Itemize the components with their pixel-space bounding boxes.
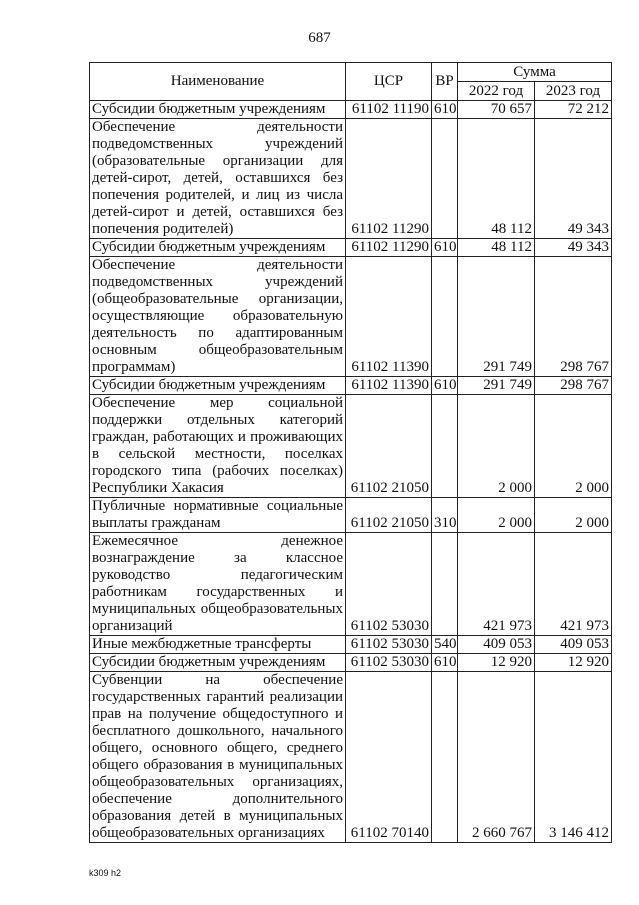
table-row: [90, 119, 612, 239]
row-sum-2022: 421 973: [458, 533, 535, 636]
footer-code: k309 h2: [89, 868, 122, 878]
row-name: Субсидии бюджетным учреждениям: [90, 654, 346, 672]
row-sum-2022: 291 749: [458, 257, 535, 377]
row-vr: 540: [432, 636, 458, 654]
row-vr: 610: [432, 654, 458, 672]
row-sum-2023: 2 000: [535, 498, 612, 533]
row-sum-2023: 12 920: [535, 654, 612, 672]
header-year-2023: 2023 год: [535, 82, 612, 101]
row-vr: 610: [432, 377, 458, 395]
table-row: [90, 533, 612, 636]
row-csr: 61102 53030: [346, 636, 432, 654]
row-vr: [432, 672, 458, 843]
header-year-2022: 2022 год: [458, 82, 535, 101]
table-row: [90, 257, 612, 377]
row-sum-2023: 298 767: [535, 257, 612, 377]
row-sum-2022: 291 749: [458, 377, 535, 395]
table-row: [90, 395, 612, 498]
row-csr: 61102 11290: [346, 239, 432, 257]
row-csr: 61102 11390: [346, 257, 432, 377]
table-header: [90, 63, 612, 101]
row-csr: 61102 53030: [346, 654, 432, 672]
row-name: Обеспечение мер социальной поддержки отдельных категорий граждан, работающих и проживающих в сельской местности, поселках городского типа (рабочих поселках) Республики Хакасия: [90, 395, 346, 498]
row-vr: 310: [432, 498, 458, 533]
row-name: Субсидии бюджетным учреждениям: [90, 239, 346, 257]
row-sum-2023: 421 973: [535, 533, 612, 636]
row-vr: [432, 257, 458, 377]
row-vr: 610: [432, 101, 458, 119]
row-sum-2023: 409 053: [535, 636, 612, 654]
row-sum-2023: 72 212: [535, 101, 612, 119]
row-csr: 61102 11390: [346, 377, 432, 395]
page-number: 687: [308, 30, 331, 46]
table-row: [90, 636, 612, 654]
header-sum: Сумма: [458, 63, 612, 82]
budget-table: [89, 62, 612, 843]
row-name: Субсидии бюджетным учреждениям: [90, 377, 346, 395]
row-sum-2023: 2 000: [535, 395, 612, 498]
row-sum-2022: 48 112: [458, 119, 535, 239]
row-sum-2022: 2 000: [458, 498, 535, 533]
header-name: Наименование: [90, 63, 346, 101]
table-row: [90, 672, 612, 843]
row-csr: 61102 53030: [346, 533, 432, 636]
table-row: [90, 498, 612, 533]
row-sum-2022: 2 000: [458, 395, 535, 498]
row-sum-2022: 70 657: [458, 101, 535, 119]
row-name: Иные межбюджетные трансферты: [90, 636, 346, 654]
row-sum-2023: 49 343: [535, 239, 612, 257]
row-name: Публичные нормативные социальные выплаты гражданам: [90, 498, 346, 533]
row-sum-2022: 409 053: [458, 636, 535, 654]
header-vr: ВР: [432, 63, 458, 101]
row-sum-2022: 2 660 767: [458, 672, 535, 843]
row-name: Обеспечение деятельности подведомственных учреждений (образовательные организации для детей-сирот, детей, оставшихся без попечения родителей, и лиц из числа детей-сирот и детей, оставшихся без попечения родителей): [90, 119, 346, 239]
row-csr: 61102 11190: [346, 101, 432, 119]
row-name: Субвенции на обеспечение государственных гарантий реализации прав на получение общедоступного и бесплатного дошкольного, начального общего, основного общего, среднего общего образования в муниципальных общеобразовательных организациях, обеспечение дополнительного образования детей в муниципальных общеобразовательных организациях: [90, 672, 346, 843]
header-csr: ЦСР: [346, 63, 432, 101]
row-name: Субсидии бюджетным учреждениям: [90, 101, 346, 119]
row-csr: 61102 21050: [346, 498, 432, 533]
table-row: [90, 654, 612, 672]
row-vr: [432, 119, 458, 239]
row-csr: 61102 21050: [346, 395, 432, 498]
table-row: [90, 101, 612, 119]
row-sum-2022: 48 112: [458, 239, 535, 257]
table-body: [90, 101, 612, 843]
row-vr: 610: [432, 239, 458, 257]
row-sum-2023: 3 146 412: [535, 672, 612, 843]
row-sum-2023: 49 343: [535, 119, 612, 239]
table-row: [90, 239, 612, 257]
row-name: Обеспечение деятельности подведомственных учреждений (общеобразовательные организации, осуществляющие образовательную деятельность по адаптированным основным общеобразовательным программам): [90, 257, 346, 377]
row-csr: 61102 70140: [346, 672, 432, 843]
row-vr: [432, 533, 458, 636]
table-row: [90, 377, 612, 395]
row-sum-2022: 12 920: [458, 654, 535, 672]
row-csr: 61102 11290: [346, 119, 432, 239]
row-vr: [432, 395, 458, 498]
row-sum-2023: 298 767: [535, 377, 612, 395]
row-name: Ежемесячное денежное вознаграждение за классное руководство педагогическим работникам государственных и муниципальных общеобразовательных организаций: [90, 533, 346, 636]
